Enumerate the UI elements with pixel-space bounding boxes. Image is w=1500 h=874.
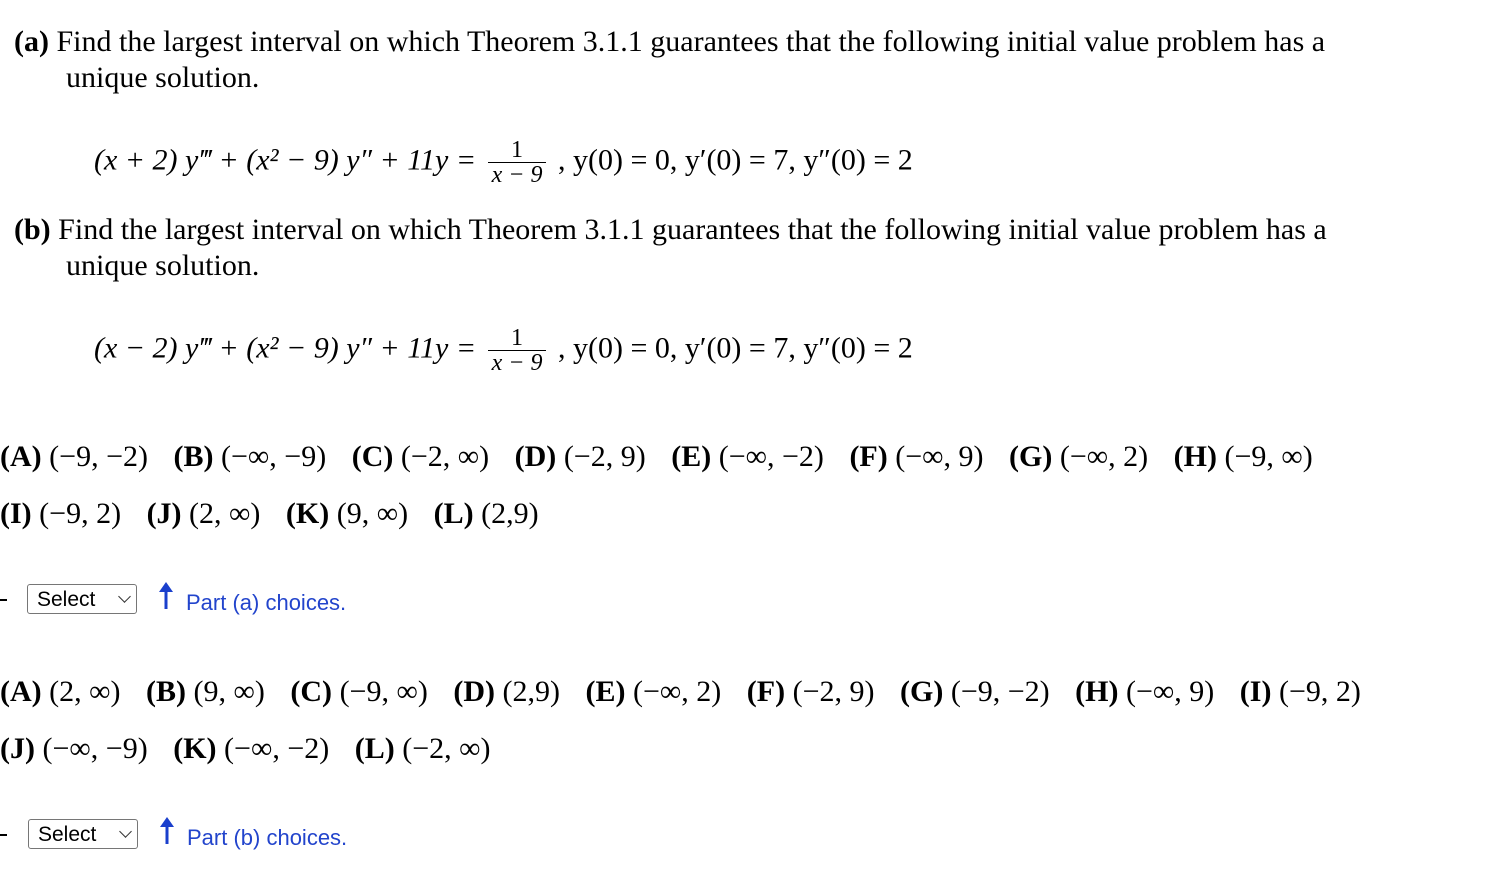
part-b-hint: Part (b) choices.	[187, 825, 348, 850]
up-arrow-icon	[158, 582, 174, 610]
part-a-conditions: , y(0) = 0, y′(0) = 7, y″(0) = 2	[557, 143, 913, 177]
choice-b-E: (E) (−∞, 2)	[585, 675, 722, 708]
chevron-down-icon	[119, 825, 132, 838]
part-a-equation	[94, 138, 913, 187]
part-b-question	[14, 212, 1484, 248]
choice-b-K: (K) (−∞, −2)	[173, 732, 330, 765]
part-b-fraction	[488, 326, 547, 375]
choice-a-K: (K) (9, ∞)	[285, 497, 409, 530]
part-b-frac-num: 1	[511, 325, 524, 351]
part-a-label: (a)	[14, 25, 49, 58]
part-b-conditions: , y(0) = 0, y′(0) = 7, y″(0) = 2	[557, 331, 913, 365]
answer-marker-b	[0, 834, 7, 836]
choice-b-F: (F) (−2, 9)	[746, 675, 875, 708]
part-b-text-line1: Find the largest interval on which Theorem 3.1.1 guarantees that the following initial value problem has a	[58, 213, 1327, 246]
choice-a-E: (E) (−∞, −2)	[671, 440, 824, 473]
choice-b-J: (J) (−∞, −9)	[0, 732, 148, 765]
choices-b-row2	[0, 732, 509, 766]
choice-a-L: (L) (2,9)	[433, 497, 539, 530]
part-a-fraction	[488, 138, 547, 187]
part-a-question	[14, 24, 1484, 60]
choice-a-B: (B) (−∞, −9)	[173, 440, 327, 473]
choice-b-B: (B) (9, ∞)	[146, 675, 265, 708]
choice-a-I: (I) (−9, 2)	[0, 497, 122, 530]
choice-a-D: (D) (−2, 9)	[514, 440, 646, 473]
part-a-equation-left: (x + 2) y‴ + (x² − 9) y″ + 11y =	[94, 143, 477, 177]
part-a-text-line2: unique solution.	[66, 61, 260, 94]
choice-b-L: (L) (−2, ∞)	[354, 732, 491, 765]
part-a-frac-den: x − 9	[488, 162, 547, 187]
part-b-frac-den: x − 9	[488, 350, 547, 375]
choice-b-A: (A) (2, ∞)	[0, 675, 121, 708]
chevron-down-icon	[118, 590, 131, 603]
up-arrow-icon	[159, 817, 175, 845]
part-a-text-line1: Find the largest interval on which Theorem 3.1.1 guarantees that the following initial value problem has a	[56, 25, 1326, 58]
choice-b-I: (I) (−9, 2)	[1239, 675, 1361, 708]
choice-a-G: (G) (−∞, 2)	[1009, 440, 1149, 473]
part-a-hint: Part (a) choices.	[186, 590, 347, 615]
choice-a-F: (F) (−∞, 9)	[849, 440, 984, 473]
choice-a-J: (J) (2, ∞)	[146, 497, 261, 530]
part-a-select-value: Select	[37, 588, 96, 611]
choice-a-A: (A) (−9, −2)	[0, 440, 148, 473]
part-a-frac-num: 1	[511, 137, 524, 163]
choices-b-row1	[0, 675, 1379, 709]
choices-a-row1	[0, 440, 1331, 474]
choice-b-C: (C) (−9, ∞)	[290, 675, 428, 708]
choice-b-H: (H) (−∞, 9)	[1075, 675, 1215, 708]
part-b-equation-left: (x − 2) y‴ + (x² − 9) y″ + 11y =	[94, 331, 477, 365]
part-b-text-line2: unique solution.	[66, 249, 260, 282]
choice-a-C: (C) (−2, ∞)	[351, 440, 490, 473]
part-b-equation	[94, 326, 913, 375]
part-b-select-value: Select	[38, 823, 97, 846]
part-b-label: (b)	[14, 213, 51, 246]
part-a-select[interactable]	[27, 584, 137, 614]
choice-a-H: (H) (−9, ∞)	[1173, 440, 1313, 473]
answer-marker-a	[0, 599, 7, 601]
part-b-select[interactable]	[28, 819, 138, 849]
choices-a-row2	[0, 497, 557, 531]
choice-b-G: (G) (−9, −2)	[900, 675, 1050, 708]
choice-b-D: (D) (2,9)	[453, 675, 560, 708]
